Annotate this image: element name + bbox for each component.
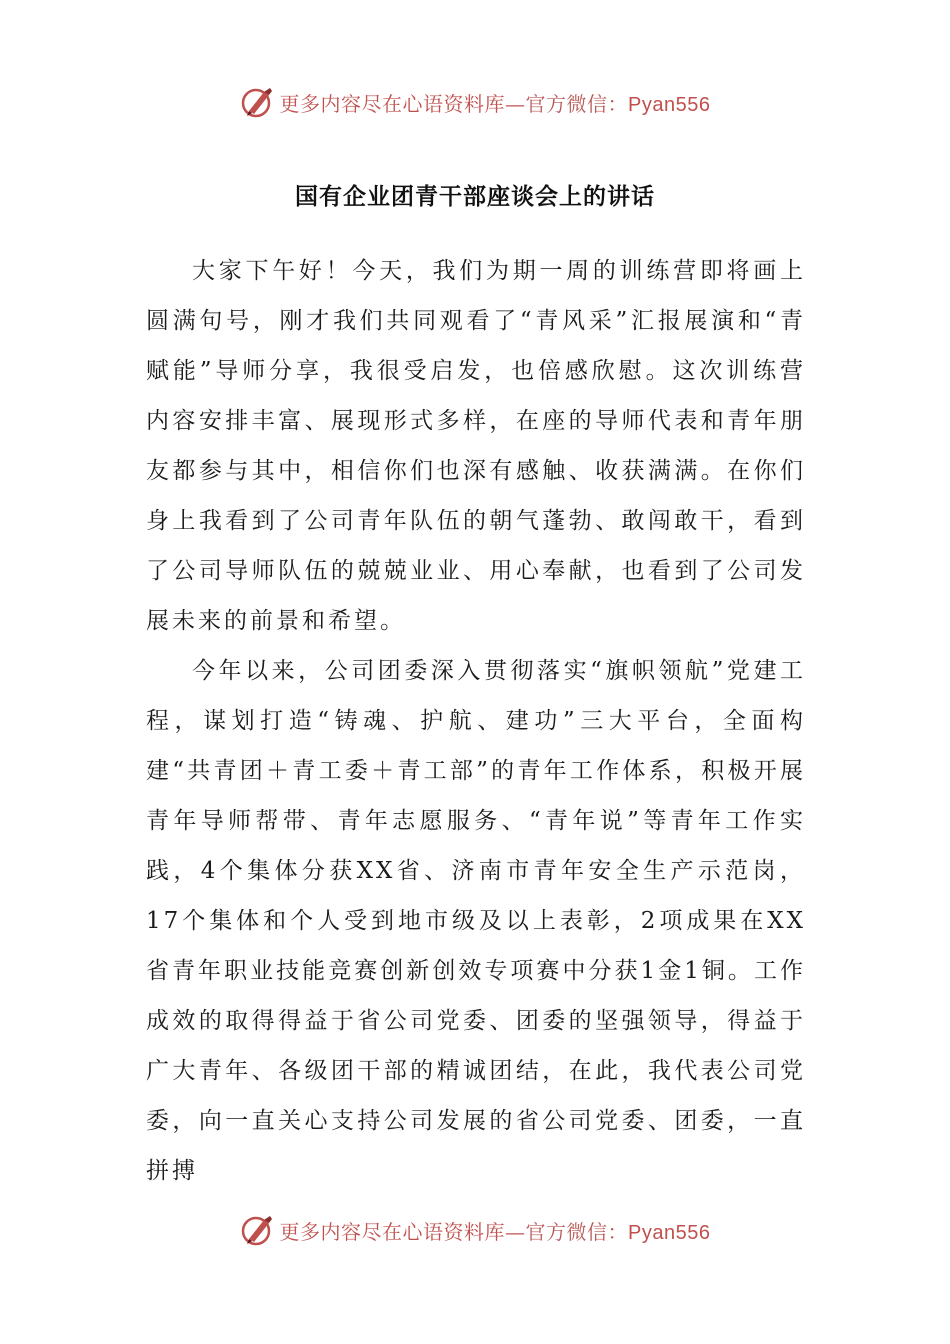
header-banner-slogan: 更多内容尽在心语资料库	[279, 91, 506, 116]
header-banner-text	[280, 88, 711, 117]
header-wechat-id: Pyan556	[628, 93, 711, 116]
footer-banner-inner	[240, 1212, 711, 1248]
header-banner	[0, 82, 950, 122]
footer-banner	[0, 1210, 950, 1250]
footer-wechat-label: 官方微信：	[525, 1219, 629, 1244]
document-body	[146, 246, 806, 1196]
footer-banner-text	[280, 1216, 711, 1245]
header-wechat-label: 官方微信：	[525, 91, 629, 116]
paragraph-2: 今年以来，公司团委深入贯彻落实“旗帜领航”党建工程，谋划打造“铸魂、护航、建功”三大平台，全面构建“共青团＋青工委＋青工部”的青年工作体系，积极开展青年导师帮带、青年志愿服务、“青年说”等青年工作实践，4个集体分获XX省、济南市青年安全生产示范岗，17个集体和个人受到地市级及以上表彰，2项成果在XX省青年职业技能竞赛创新创效专项赛中分获1金1铜。工作成效的取得得益于省公司党委、团委的坚强领导，得益于广大青年、各级团干部的精诚团结，在此，我代表公司党委，向一直关心支持公司发展的省公司党委、团委，一直拼搏	[146, 658, 806, 1184]
header-banner-separator: —	[505, 91, 526, 116]
paragraph-1: 大家下午好！今天，我们为期一周的训练营即将画上圆满句号，刚才我们共同观看了“青风采”汇报展演和“青赋能”导师分享，我很受启发，也倍感欣慰。这次训练营内容安排丰富、展现形式多样，在座的导师代表和青年朋友都参与其中，相信你们也深有感触、收获满满。在你们身上我看到了公司青年队伍的朝气蓬勃、敢闯敢干，看到了公司导师队伍的兢兢业业、用心奉献，也看到了公司发展未来的前景和希望。	[146, 258, 806, 634]
pen-logo-icon	[240, 1212, 276, 1248]
document-title: 国有企业团青干部座谈会上的讲话	[295, 184, 655, 210]
footer-banner-separator: —	[505, 1219, 526, 1244]
pen-logo-icon	[240, 84, 276, 120]
footer-banner-slogan: 更多内容尽在心语资料库	[279, 1219, 506, 1244]
footer-wechat-id: Pyan556	[628, 1221, 711, 1244]
header-banner-inner	[240, 84, 711, 120]
